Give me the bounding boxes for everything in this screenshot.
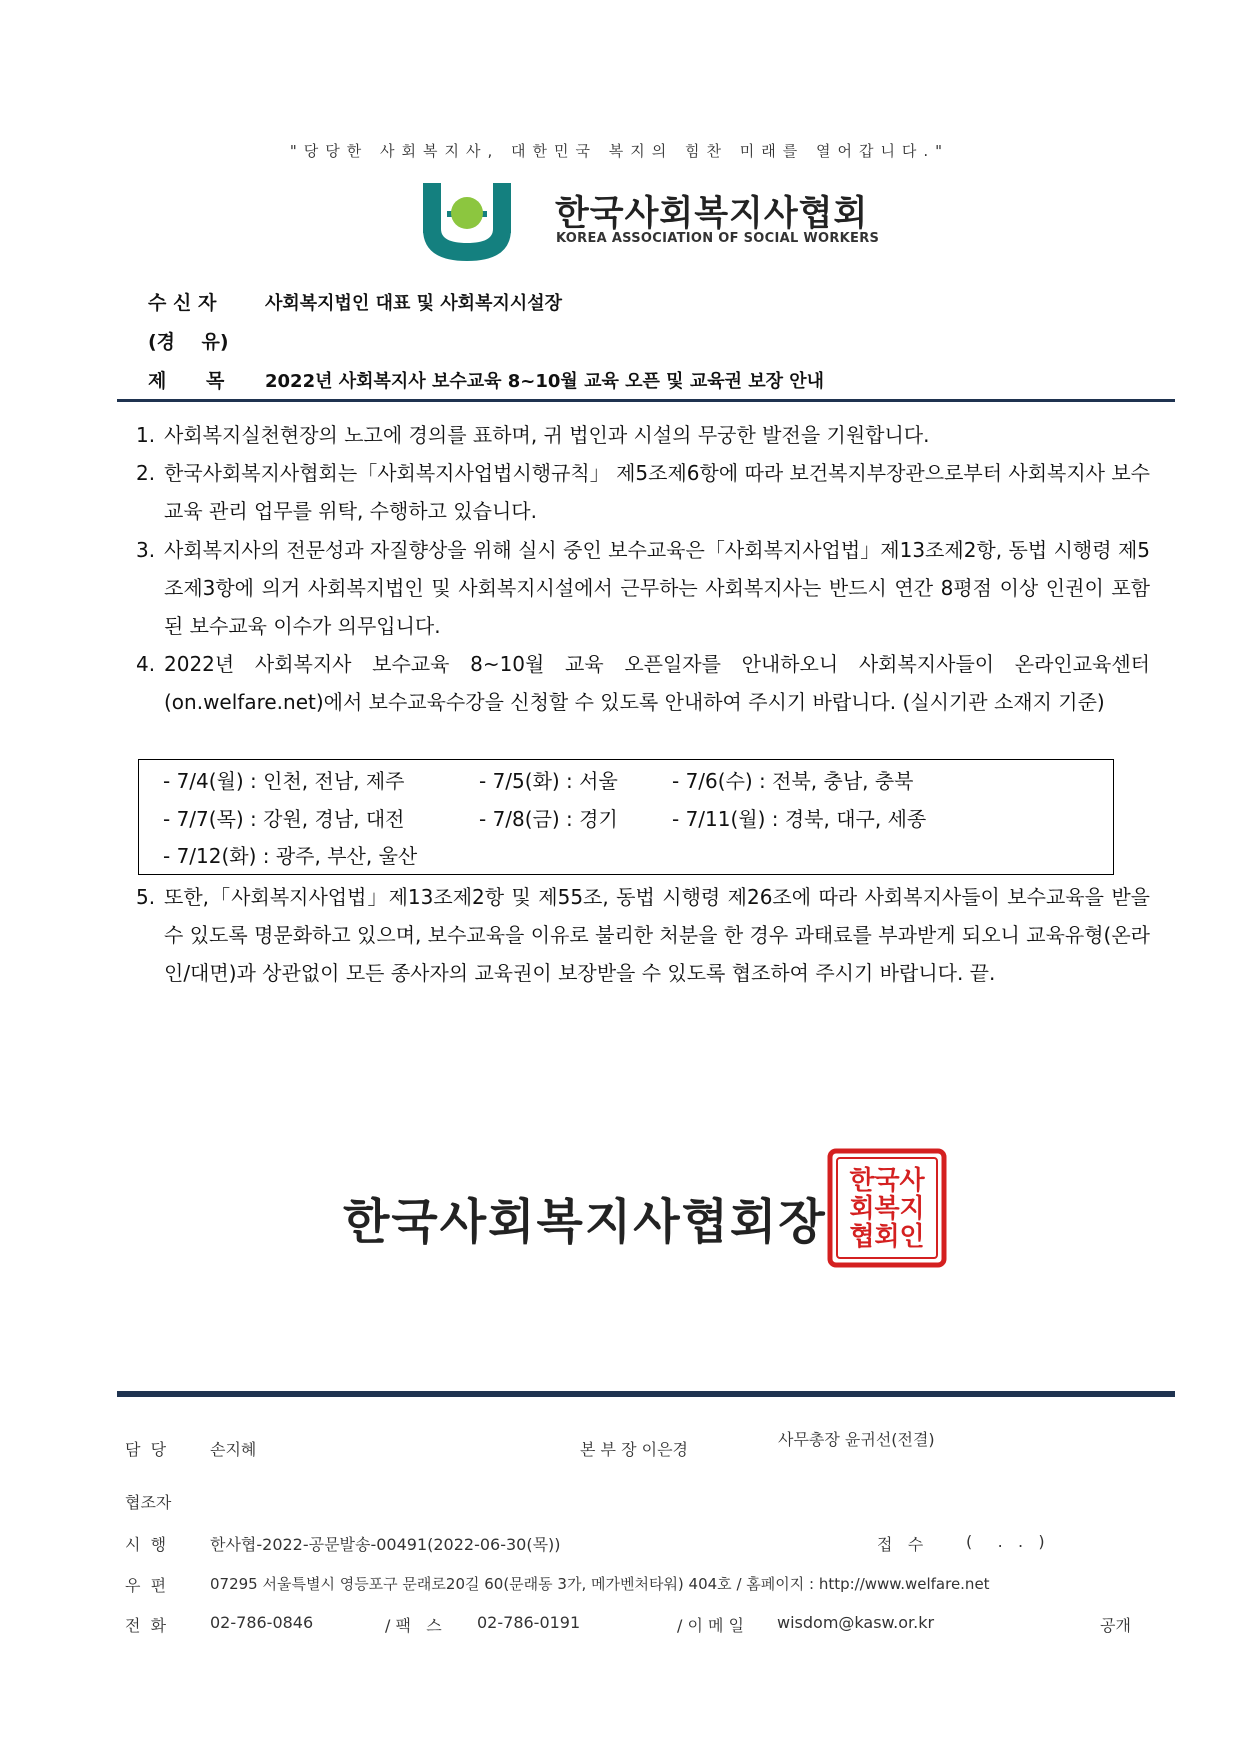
manager-name: 손지혜 bbox=[210, 1440, 257, 1459]
org-name-ko: 한국사회복지사협회 bbox=[555, 194, 869, 234]
disclosure-status: 공개 bbox=[1100, 1616, 1131, 1635]
schedule-entry: - 7/6(수) : 전북, 충남, 충북 bbox=[672, 769, 914, 793]
org-name-en: KOREA ASSOCIATION OF SOCIAL WORKERS bbox=[556, 231, 880, 246]
item-number: 3. bbox=[136, 538, 156, 562]
header-divider bbox=[117, 399, 1175, 402]
body-item-1 bbox=[136, 416, 1150, 454]
item-number: 4. bbox=[136, 652, 156, 676]
issuer-signature: 한국사회복지사협회장 bbox=[343, 1194, 827, 1250]
slogan: "당당한 사회복지사, 대한민국 복지의 힘찬 미래를 열어갑니다." bbox=[289, 142, 950, 160]
recipient-label: 수 신 자 bbox=[148, 292, 217, 314]
body-item-5 bbox=[136, 878, 1150, 992]
body-item-3 bbox=[136, 531, 1150, 645]
subject-value: 2022년 사회복지사 보수교육 8~10월 교육 오픈 및 교육권 보장 안내 bbox=[265, 371, 825, 392]
address-value: 07295 서울특별시 영등포구 문래로20길 60(문래동 3가, 메가벤처타워) 404호 / 홈페이지 : http://www.welfare.net bbox=[210, 1575, 990, 1593]
official-seal-icon bbox=[826, 1147, 948, 1269]
fax-label: / 팩 스 bbox=[385, 1616, 442, 1635]
schedule-box bbox=[138, 759, 1114, 875]
address-label: 우 편 bbox=[125, 1576, 167, 1595]
svg-text:협: 협 bbox=[849, 1222, 875, 1252]
subject-label: 제 목 bbox=[148, 370, 225, 392]
body-item-2 bbox=[136, 454, 1150, 530]
org-logo bbox=[423, 183, 883, 263]
item-text: 또한,「사회복지사업법」제13조제2항 및 제55조, 동법 시행령 제26조에 따라 사회복지사들이 보수교육을 받을 수 있도록 명문화하고 있으며, 보수교육을 이유로 불리한 처분을 한 경우 과태료를 부과받게 되오니 교육유형(온라인/대면)과 상관없이 모든 종사자의 교육권이 보장받을 수 있도록 협조하여 주시기 바랍니다. 끝. bbox=[164, 885, 1150, 985]
svg-text:한: 한 bbox=[849, 1166, 875, 1196]
body-item-4 bbox=[136, 645, 1150, 721]
cooperator-label: 협조자 bbox=[125, 1493, 172, 1512]
svg-text:인: 인 bbox=[899, 1222, 925, 1252]
schedule-entry: - 7/5(화) : 서울 bbox=[479, 769, 618, 793]
item-number: 2. bbox=[136, 461, 156, 485]
schedule-entry: - 7/11(월) : 경북, 대구, 세종 bbox=[672, 807, 927, 831]
item-number: 5. bbox=[136, 885, 156, 909]
schedule-entry: - 7/4(월) : 인천, 전남, 제주 bbox=[163, 769, 405, 793]
manager-label: 담 당 bbox=[125, 1440, 167, 1459]
receipt-label: 접 수 bbox=[877, 1535, 924, 1554]
phone-label: 전 화 bbox=[125, 1616, 167, 1635]
enforce-value: 한사협-2022-공문발송-00491(2022-06-30(목)) bbox=[210, 1535, 561, 1554]
secretary-general: 사무총장 윤귀선(전결) bbox=[778, 1430, 935, 1449]
receipt-value: ( . . ) bbox=[966, 1532, 1045, 1551]
item-number: 1. bbox=[136, 423, 156, 447]
svg-text:사: 사 bbox=[899, 1166, 925, 1196]
email-value: wisdom@kasw.or.kr bbox=[777, 1613, 935, 1632]
item-text: 한국사회복지사협회는「사회복지사업법시행규칙」 제5조제6항에 따라 보건복지부장관으로부터 사회복지사 보수교육 관리 업무를 위탁, 수행하고 있습니다. bbox=[164, 461, 1150, 523]
enforce-label: 시 행 bbox=[125, 1535, 167, 1554]
phone-value: 02-786-0846 bbox=[210, 1613, 314, 1632]
schedule-entry: - 7/12(화) : 광주, 부산, 울산 bbox=[163, 844, 418, 868]
svg-text:회: 회 bbox=[874, 1222, 900, 1252]
email-label: / 이 메 일 bbox=[677, 1616, 745, 1635]
via-label: (경 유) bbox=[148, 331, 229, 353]
item-text: 사회복지실천현장의 노고에 경의를 표하며, 귀 법인과 시설의 무궁한 발전을 기원합니다. bbox=[164, 423, 930, 447]
org-logo-mark-icon bbox=[423, 183, 511, 261]
schedule-entry: - 7/7(목) : 강원, 경남, 대전 bbox=[163, 807, 405, 831]
svg-text:회: 회 bbox=[849, 1194, 875, 1224]
item-text: 2022년 사회복지사 보수교육 8~10월 교육 오픈일자를 안내하오니 사회복지사들이 온라인교육센터(on.welfare.net)에서 보수교육수강을 신청할 수 있도록 안내하여 주시기 바랍니다. (실시기관 소재지 기준) bbox=[164, 652, 1150, 714]
schedule-entry: - 7/8(금) : 경기 bbox=[479, 807, 618, 831]
svg-text:지: 지 bbox=[899, 1194, 925, 1224]
svg-text:국: 국 bbox=[874, 1166, 900, 1196]
footer-divider bbox=[117, 1391, 1175, 1397]
svg-text:복: 복 bbox=[874, 1194, 900, 1224]
director: 본 부 장 이은경 bbox=[580, 1440, 688, 1459]
recipient-value: 사회복지법인 대표 및 사회복지시설장 bbox=[265, 293, 563, 314]
item-text: 사회복지사의 전문성과 자질향상을 위해 실시 중인 보수교육은「사회복지사업법」제13조제2항, 동법 시행령 제5조제3항에 의거 사회복지법인 및 사회복지시설에서 근무하는 사회복지사는 반드시 연간 8평점 이상 인권이 포함된 보수교육 이수가 의무입니다. bbox=[164, 538, 1150, 638]
fax-value: 02-786-0191 bbox=[477, 1613, 581, 1632]
